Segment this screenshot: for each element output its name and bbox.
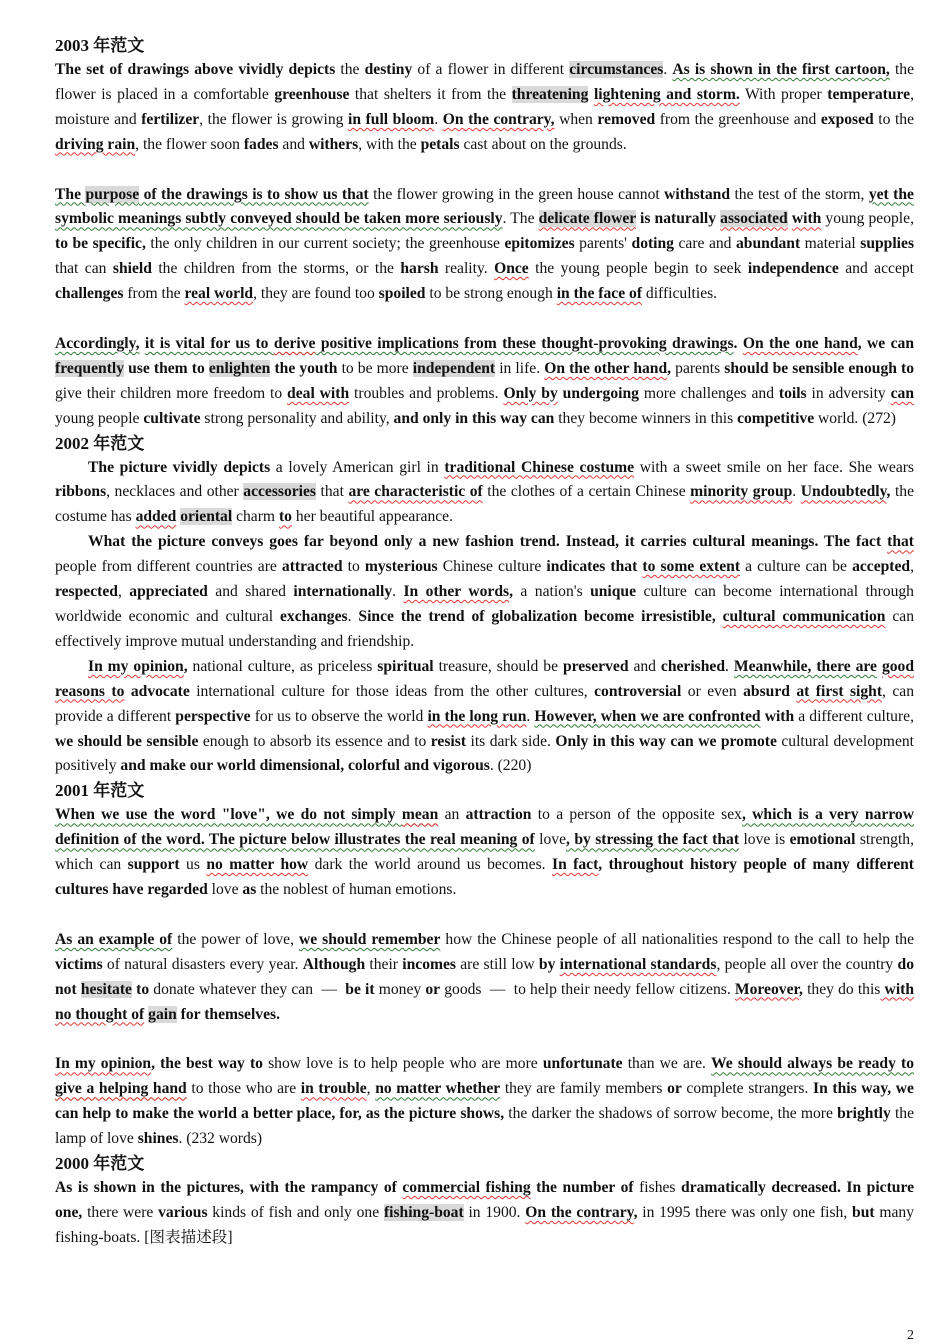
red-underlined-phrase: driving rain bbox=[55, 135, 136, 153]
bold-phrase: What the picture conveys goes far beyond only a new fashion trend. Instead, it carries cultural meanings. The fact that bbox=[88, 533, 914, 551]
green-underlined-phrase: , by stressing the fact that bbox=[566, 831, 740, 849]
bold-phrase: ribbons bbox=[55, 483, 107, 501]
document-page bbox=[55, 34, 914, 1251]
essay-paragraph: In my opinion, the best way to show love is to help people who are more unfortunate than we are. We should always be ready to give a helping hand to those who are in trouble, no matter whether they are family members or complete strangers. In this way, we can help to make the world a better place, for, as the picture shows, the darker the shadows of sorrow become, the more brightly the lamp of love shines. (232 words) bbox=[55, 1055, 915, 1148]
paragraph-gap bbox=[55, 158, 914, 183]
green-underlined-phrase: Meanwhile, there are bbox=[733, 657, 877, 675]
red-underlined-phrase: in full bloom bbox=[348, 110, 435, 128]
bold-phrase: appreciated bbox=[129, 583, 208, 601]
red-underlined-phrase: lightening and storm. bbox=[593, 85, 740, 103]
page-number: 2 bbox=[907, 1328, 914, 1343]
green-underlined-phrase: yet the symbolic meanings subtly conveyed should be taken more seriously bbox=[55, 185, 914, 228]
bold-phrase: accepted bbox=[852, 558, 911, 576]
bold-phrase bbox=[206, 856, 308, 873]
bold-phrase: incomes bbox=[402, 955, 456, 973]
green-underlined-phrase: we should remember bbox=[299, 930, 441, 948]
bold-phrase: harsh bbox=[400, 260, 439, 278]
bold-phrase: spiritual bbox=[377, 657, 434, 675]
red-underlined-phrase: In my opinion bbox=[88, 657, 184, 675]
red-underlined-phrase: On the contrary, bbox=[442, 110, 555, 128]
bold-phrase: and only in this way can bbox=[393, 409, 555, 427]
red-underlined-phrase: in trouble bbox=[300, 1080, 367, 1098]
paragraph-gap bbox=[55, 903, 914, 928]
bold-phrase: removed bbox=[597, 110, 656, 128]
red-underlined-phrase: delicate flower bbox=[538, 210, 636, 228]
bold-phrase bbox=[348, 483, 482, 500]
bold-phrase: unique bbox=[590, 583, 637, 601]
paragraph-gap bbox=[55, 307, 914, 332]
essay-paragraph: What the picture conveys goes far beyond only a new fashion trend. Instead, it carries cultural meanings. The fact that people from different countries are attracted to mysterious Chinese culture indicates that to some extent a culture can be accepted, respected, appreciated and shared internationally. In other words, a nation's unique culture can become international through worldwide economic and cultural exchanges. Since the trend of globalization become irresistible, cultural communication can effectively improve mutual understanding and friendship. bbox=[55, 533, 914, 650]
bold-phrase: supplies bbox=[860, 235, 915, 253]
red-underlined-phrase: are characteristic of bbox=[348, 483, 483, 501]
highlighted-term: independent bbox=[412, 359, 496, 377]
red-underlined-phrase: Only by bbox=[503, 384, 558, 402]
bold-phrase bbox=[494, 260, 529, 277]
bold-phrase bbox=[384, 1204, 464, 1221]
bold-phrase bbox=[348, 111, 434, 128]
bold-phrase: In my opinion, bbox=[88, 657, 188, 675]
bold-phrase: support bbox=[127, 856, 180, 874]
bold-phrase: indicates that bbox=[546, 558, 638, 576]
essay-paragraph: When we use the word "love", we do not simply mean an attraction to a person of the opposite sex, which is a very narrow definition of the word. The picture below illustrates the real meaning of love, by stressing the fact that love is emotional strength, which can support us no matter how dark the world around us becomes. In fact, throughout history people of many different cultures have regarded love as the noblest of human emotions. bbox=[55, 806, 914, 899]
red-underlined-phrase: no matter how bbox=[206, 856, 309, 874]
essay-paragraph: Accordingly, it is vital for us to derive positive implications from these thought-provoking drawings. On the one hand, we can frequently use them to enlighten the youth to be more independent in life. On the other hand, parents should be sensible enough to give their children more freedom to deal with troubles and problems. Only by undergoing more challenges and toils in adversity can young people cultivate strong personality and ability, and only in this way can they become winners in this competitive world. (272) bbox=[55, 334, 915, 427]
red-underlined-phrase: On the one hand bbox=[742, 334, 858, 352]
bold-phrase bbox=[287, 385, 349, 402]
document-content bbox=[55, 34, 914, 1251]
essay-paragraph: As is shown in the pictures, with the rampancy of commercial fishing the number of fishes dramatically decreased. In picture one, there were various kinds of fish and only one fishing-boat in 1900. On the contrary, in 1995 there was only one fish, but many fishing-boats. [图表描述段] bbox=[55, 1179, 915, 1246]
bold-phrase: attraction bbox=[465, 806, 532, 824]
bold-phrase bbox=[690, 483, 792, 500]
red-underlined-phrase: international standards bbox=[559, 955, 717, 973]
paragraph-gap bbox=[55, 1027, 914, 1052]
bold-phrase: do not hesitate to bbox=[55, 955, 914, 998]
bold-phrase: be it bbox=[345, 980, 375, 998]
red-underlined-phrase: In my opinion bbox=[55, 1055, 152, 1073]
green-underlined-phrase: The purpose of the drawings is to show us that bbox=[55, 185, 369, 203]
highlighted-term bbox=[720, 210, 788, 227]
green-underlined-phrase: no matter whether bbox=[375, 1080, 501, 1098]
bold-phrase bbox=[557, 285, 642, 302]
bold-phrase: resist bbox=[430, 732, 467, 750]
bold-phrase: Moreover, bbox=[734, 980, 803, 998]
bold-phrase: Undoubtedly, bbox=[800, 483, 891, 501]
bold-phrase bbox=[427, 708, 526, 725]
bold-phrase bbox=[512, 86, 589, 103]
bold-phrase: In other words, bbox=[403, 583, 513, 601]
bold-phrase bbox=[642, 558, 740, 575]
bold-phrase: On the other hand, bbox=[544, 359, 672, 377]
bold-phrase: emotional bbox=[789, 831, 856, 849]
highlighted-term: hesitate bbox=[80, 980, 132, 998]
bold-phrase bbox=[279, 508, 292, 525]
red-underlined-phrase: In fact bbox=[552, 856, 599, 874]
bold-phrase bbox=[301, 1080, 367, 1097]
bold-phrase: withers bbox=[308, 135, 359, 153]
bold-phrase: Meanwhile, there are good reasons to advocate bbox=[55, 657, 915, 700]
bold-phrase bbox=[594, 86, 740, 103]
bold-phrase: undergoing bbox=[562, 384, 639, 402]
bold-phrase: fades bbox=[243, 135, 279, 153]
highlighted-term: circumstances bbox=[569, 61, 664, 78]
bold-phrase: dramatically decreased. In picture one, bbox=[55, 1179, 915, 1221]
bold-phrase: destiny bbox=[364, 61, 413, 78]
bold-phrase bbox=[55, 931, 172, 948]
section-title bbox=[55, 779, 914, 803]
green-underlined-phrase: When we use the word "love", we do not simply mean bbox=[55, 806, 439, 824]
bold-phrase: but bbox=[852, 1203, 875, 1221]
highlighted-term bbox=[539, 210, 636, 227]
bold-phrase: The set of drawings above vividly depicts bbox=[55, 61, 336, 78]
bold-phrase bbox=[891, 385, 914, 402]
red-underlined-phrase: On the contrary bbox=[525, 1203, 634, 1221]
bold-phrase: cultivate bbox=[143, 409, 201, 427]
highlighted-term: fishing-boat bbox=[383, 1203, 464, 1221]
green-underlined-phrase: However, when we are confronted bbox=[534, 707, 761, 725]
bold-phrase: fertilizer bbox=[141, 110, 200, 128]
red-underlined-phrase: In other words bbox=[403, 583, 510, 601]
bold-phrase: greenhouse bbox=[274, 85, 350, 103]
section-title-text: 2003 年范文 bbox=[55, 36, 145, 55]
bold-phrase bbox=[243, 483, 316, 500]
bold-phrase: respected bbox=[55, 583, 118, 601]
bold-phrase: epitomizes bbox=[504, 235, 575, 253]
section-title-text: 2002 年范文 bbox=[55, 433, 145, 453]
red-underlined-phrase: in the long run bbox=[427, 707, 527, 725]
green-underlined-phrase: Accordingly, bbox=[55, 334, 140, 352]
red-underlined-phrase: good reasons to bbox=[55, 657, 915, 700]
bold-phrase: victims bbox=[55, 955, 103, 973]
green-underlined-phrase: As an example of bbox=[55, 930, 173, 948]
section-title bbox=[55, 432, 914, 456]
red-underlined-phrase: Undoubtedly bbox=[800, 483, 887, 501]
red-underlined-phrase: mean bbox=[401, 806, 439, 824]
bold-phrase: unfortunate bbox=[542, 1055, 623, 1073]
bold-phrase bbox=[55, 186, 369, 203]
bold-phrase: Accordingly, it is vital for us to derive positive implications from these thought-provoking drawings. On the one hand, we can frequently use them to enlighten the youth bbox=[55, 334, 914, 377]
bold-phrase bbox=[443, 111, 555, 128]
bold-phrase: should be sensible enough to bbox=[724, 359, 914, 377]
bold-phrase: toils bbox=[778, 384, 807, 402]
bold-phrase: doting bbox=[631, 235, 674, 253]
red-underlined-phrase: On the other hand bbox=[544, 359, 668, 377]
red-underlined-phrase: that bbox=[887, 533, 914, 551]
bold-phrase: internationally bbox=[293, 583, 393, 601]
section-title bbox=[55, 34, 914, 58]
bold-phrase bbox=[55, 136, 135, 153]
bold-phrase bbox=[375, 1080, 500, 1097]
red-underlined-phrase: with no thought of bbox=[55, 980, 915, 1023]
green-underlined-phrase: , which is a very narrow definition of the word. The picture below illustrates the real meaning of bbox=[55, 806, 914, 849]
bold-phrase: mysterious bbox=[364, 558, 438, 576]
green-underlined-phrase: As is shown in the first cartoon, bbox=[672, 61, 890, 78]
red-underlined-phrase: derive bbox=[273, 334, 316, 352]
red-underlined-phrase: can bbox=[890, 384, 915, 402]
red-underlined-phrase: to bbox=[278, 508, 292, 526]
highlighted-term: gain bbox=[148, 1005, 177, 1023]
bold-phrase: to be specific, bbox=[55, 235, 146, 253]
highlighted-term: oriental bbox=[180, 508, 233, 526]
bold-phrase: petals bbox=[420, 135, 460, 153]
red-underlined-phrase: real world bbox=[184, 285, 254, 303]
bold-phrase bbox=[136, 508, 233, 525]
red-underlined-phrase: give a helping hand bbox=[55, 1080, 187, 1098]
red-underlined-phrase: cultural communication bbox=[722, 608, 886, 625]
bold-phrase: In my opinion, the best way to bbox=[55, 1055, 263, 1073]
highlighted-term: threatening bbox=[511, 85, 589, 103]
section-title-text: 2000 年范文 bbox=[55, 1154, 145, 1173]
bold-phrase bbox=[560, 956, 717, 973]
bold-phrase bbox=[413, 360, 495, 377]
red-underlined-phrase: Moreover bbox=[734, 980, 799, 998]
essay-section bbox=[55, 432, 914, 780]
red-underlined-phrase: Once bbox=[494, 260, 529, 278]
red-underlined-phrase: traditional Chinese costume bbox=[444, 458, 635, 476]
bold-phrase: or bbox=[425, 980, 441, 998]
red-underlined-phrase: to some extent bbox=[642, 558, 741, 576]
bold-phrase: we should be sensible bbox=[55, 732, 199, 750]
red-underlined-phrase: deal with bbox=[287, 384, 350, 402]
bold-phrase bbox=[185, 285, 254, 302]
bold-phrase bbox=[672, 61, 889, 78]
bold-phrase: independence bbox=[747, 260, 839, 278]
bold-phrase: However, when we are confronted with bbox=[534, 707, 795, 725]
essay-paragraph: The set of drawings above vividly depicts the destiny of a flower in different circumstances. As is shown in the first cartoon, the flower is placed in a comfortable greenhouse that shelters it from the threatening lightening and storm. With proper temperature, moisture and fertilizer, the flower is growing in full bloom. On the contrary, when removed from the greenhouse and exposed to the driving rain, the flower soon fades and withers, with the petals cast about on the grounds. bbox=[55, 61, 915, 153]
bold-phrase: abundant bbox=[736, 235, 801, 253]
bold-phrase: On the contrary, bbox=[525, 1203, 638, 1221]
essay-section bbox=[55, 1152, 914, 1251]
green-underlined-phrase: We should always be ready to give a helping hand bbox=[55, 1055, 915, 1098]
bold-phrase bbox=[55, 806, 438, 823]
section-title-text: 2001 年范文 bbox=[55, 781, 145, 801]
bold-phrase bbox=[566, 831, 739, 848]
bold-phrase: attracted bbox=[281, 558, 343, 576]
essay-section bbox=[55, 34, 914, 432]
bold-phrase: as bbox=[242, 881, 257, 899]
bold-phrase bbox=[569, 61, 663, 78]
red-underlined-phrase: added bbox=[135, 508, 177, 526]
red-underlined-phrase: commercial fishing bbox=[402, 1179, 531, 1196]
bold-phrase: exposed bbox=[820, 110, 874, 128]
essay-paragraph: As an example of the power of love, we should remember how the Chinese people of all nationalities respond to the call to help the victims of natural disasters every year. Although their incomes are still low by international standards, people all over the country do not hesitate to donate whatever they can — be it money or goods — to help their needy fellow citizens. Moreover, they do this with no thought of gain for themselves. bbox=[55, 930, 915, 1023]
bold-phrase: with no thought of gain for themselves. bbox=[55, 980, 915, 1023]
bold-phrase: competitive bbox=[737, 409, 815, 427]
bold-phrase: In this way, we can help to make the world a better place, for, as the picture shows, bbox=[55, 1080, 914, 1123]
red-underlined-phrase: associated bbox=[720, 210, 788, 228]
essay-paragraph: The picture vividly depicts a lovely American girl in traditional Chinese costume with a sweet smile on her face. She wears ribbons, necklaces and other accessories that are characteristic of the clothes of a certain Chinese minority group. Undoubtedly, the costume has added oriental charm to her beautiful appearance. bbox=[55, 458, 915, 526]
bold-phrase: absurd at first sight bbox=[743, 682, 883, 700]
bold-phrase: exchanges bbox=[280, 608, 348, 625]
red-underlined-phrase: at first sight bbox=[796, 682, 883, 700]
bold-phrase: The picture vividly depicts bbox=[88, 458, 271, 476]
bold-phrase: delicate flower is naturally associated with bbox=[538, 210, 822, 228]
bold-phrase: perspective bbox=[175, 707, 251, 725]
red-underlined-phrase: in the face of bbox=[556, 285, 643, 303]
essay-paragraph: In my opinion, national culture, as priceless spiritual treasure, should be preserved and cherished. Meanwhile, there are good reasons to advocate international culture for those ideas from the other cultures, controversial or even absurd at first sight, can provide a different perspective for us to observe the world in the long run. However, when we are confronted with a different culture, we should be sensible enough to absorb its essence and to resist its dark side. Only in this way can we promote cultural development positively and make our world dimensional, colorful and vigorous. (220) bbox=[55, 657, 915, 775]
bold-phrase: shield bbox=[112, 260, 152, 278]
bold-phrase: brightly bbox=[837, 1105, 891, 1123]
bold-phrase bbox=[444, 459, 634, 476]
bold-phrase: Although bbox=[302, 955, 366, 973]
red-underlined-phrase: with bbox=[791, 210, 822, 228]
essay-section bbox=[55, 779, 914, 1152]
red-underlined-phrase: minority group bbox=[690, 483, 793, 501]
bold-phrase: cherished bbox=[660, 657, 726, 675]
bold-phrase: and make our world dimensional, colorful and vigorous bbox=[120, 757, 490, 775]
bold-phrase: controversial bbox=[594, 682, 682, 700]
green-underlined-phrase: it is vital for us to derive positive implications from these thought-provoking drawings bbox=[144, 334, 734, 352]
bold-phrase: preserved bbox=[562, 657, 629, 675]
bold-phrase: As is shown in the pictures, with the rampancy of commercial fishing the number of bbox=[55, 1179, 634, 1196]
bold-phrase: challenges bbox=[55, 285, 124, 303]
bold-phrase bbox=[503, 385, 557, 402]
bold-phrase: various bbox=[158, 1203, 208, 1221]
highlighted-term: purpose bbox=[85, 185, 140, 203]
bold-phrase: Since the trend of globalization become irresistible, cultural communication bbox=[358, 608, 886, 625]
bold-phrase: shines bbox=[137, 1130, 179, 1148]
bold-phrase: or bbox=[667, 1080, 682, 1098]
bold-phrase: spoiled bbox=[378, 285, 426, 303]
essay-paragraph: The purpose of the drawings is to show us that the flower growing in the green house cannot withstand the test of the storm, yet the symbolic meanings subtly conveyed should be taken more seriously. The delicate flower is naturally associated with young people, to be specific, the only children in our current society; the greenhouse epitomizes parents' doting care and abundant material supplies that can shield the children from the storms, or the harsh reality. Once the young people begin to seek independence and accept challenges from the real world, they are found too spoiled to be strong enough in the face of difficulties. bbox=[55, 185, 915, 303]
bold-phrase: withstand bbox=[664, 185, 731, 203]
section-title bbox=[55, 1152, 914, 1176]
bold-phrase: Only in this way can we promote bbox=[555, 732, 777, 750]
highlighted-term: enlighten bbox=[208, 359, 271, 377]
bold-phrase: temperature bbox=[827, 85, 911, 103]
highlighted-term: frequently bbox=[55, 359, 125, 377]
bold-phrase bbox=[299, 931, 440, 948]
bold-phrase: by bbox=[538, 955, 556, 973]
highlighted-term: accessories bbox=[243, 483, 317, 501]
bold-phrase: In fact, throughout history people of many different cultures have regarded bbox=[55, 856, 914, 899]
